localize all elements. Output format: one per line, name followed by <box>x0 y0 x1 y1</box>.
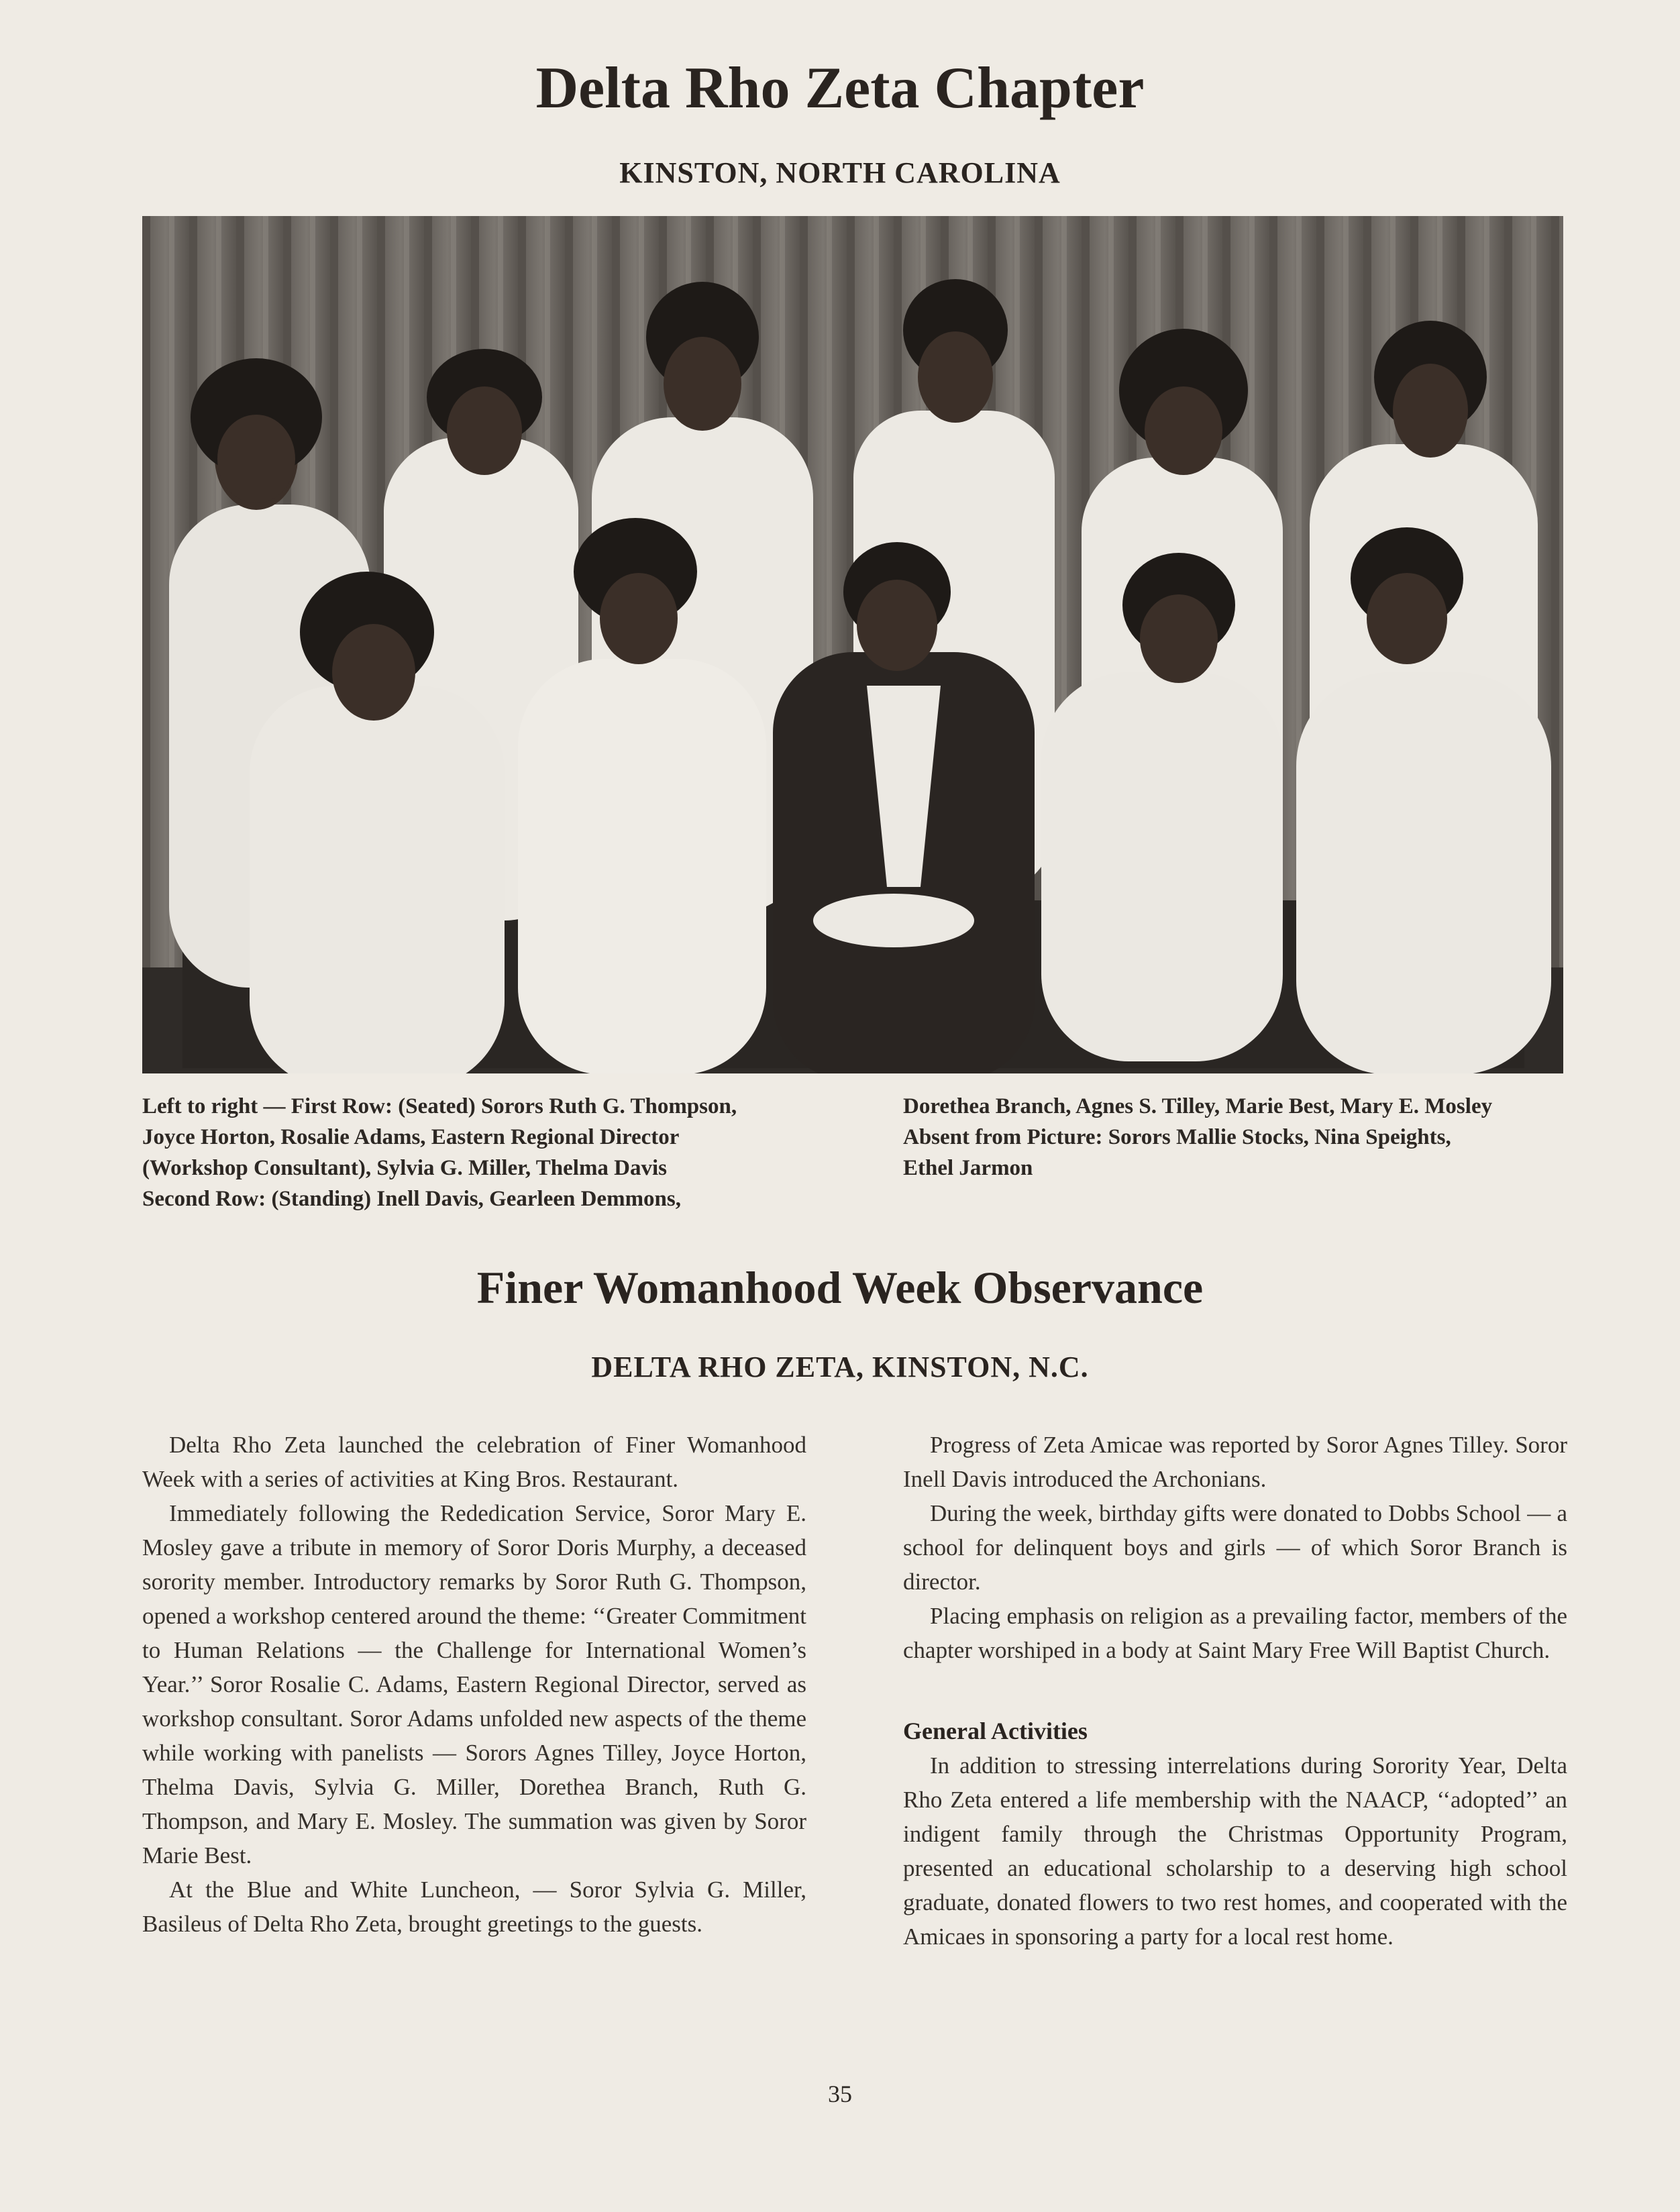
caption-line: Joyce Horton, Rosalie Adams, Eastern Regional Director <box>142 1125 680 1149</box>
caption-line: Dorethea Branch, Agnes S. Tilley, Marie Best, Mary E. Mosley <box>903 1094 1493 1118</box>
article-paragraph: Immediately following the Rededication Service, Soror Mary E. Mosley gave a tribute in memory of Soror Doris Murphy, a deceased sorority member. Introductory remarks by Soror Ruth G. Thompson, opened a workshop centered around the theme: ‘‘Greater Commitment to Human Relations — the Challenge for International Women’s Year.’’ Soror Rosalie C. Adams, Eastern Regional Director, served as workshop consultant. Soror Adams unfolded new aspects of the theme while working with panelists — Sorors Agnes Tilley, Joyce Horton, Thelma Davis, Sylvia G. Miller, Dorethea Branch, Ruth G. Thompson, and Mary E. Mosley. The summation was given by Soror Marie Best. <box>142 1500 806 1868</box>
article-column-left <box>142 1428 806 1941</box>
caption-line: Absent from Picture: Sorors Mallie Stocks, Nina Speights, <box>903 1125 1451 1149</box>
caption-line: Ethel Jarmon <box>903 1156 1033 1180</box>
page-subtitle: KINSTON, NORTH CAROLINA <box>619 156 1061 189</box>
article-column-right <box>903 1428 1567 1954</box>
page-title: Delta Rho Zeta Chapter <box>535 56 1145 121</box>
group-photo-illustration <box>142 216 1563 1073</box>
caption-line: Second Row: (Standing) Inell Davis, Gearleen Demmons, <box>142 1187 682 1211</box>
article-paragraph: In addition to stressing interrelations during Sorority Year, Delta Rho Zeta entered a life membership with the NAACP, ‘‘adopted’’ an indigent family through the Christmas Opportunity Program, presented an educational scholarship to a deserving high school graduate, donated flowers to two rest homes, and cooperated with the Amicaes in sponsoring a party for a local rest home. <box>903 1752 1567 1950</box>
article-paragraph: At the Blue and White Luncheon, — Soror Sylvia G. Miller, Basileus of Delta Rho Zeta, brought greetings to the guests. <box>142 1877 806 1937</box>
general-activities-heading: General Activities <box>903 1718 1088 1744</box>
article-paragraph: Placing emphasis on religion as a prevailing factor, members of the chapter worshiped in a body at Saint Mary Free Will Baptist Church. <box>903 1603 1567 1663</box>
article-paragraph: During the week, birthday gifts were donated to Dobbs School — a school for delinquent boys and girls — of which Soror Branch is director. <box>903 1500 1567 1595</box>
caption-line: (Workshop Consultant), Sylvia G. Miller, Thelma Davis <box>142 1156 668 1180</box>
photo-caption-right <box>903 1091 1567 1183</box>
article-subtitle: DELTA RHO ZETA, KINSTON, N.C. <box>591 1351 1089 1383</box>
caption-line: Left to right — First Row: (Seated) Sorors Ruth G. Thompson, <box>142 1094 737 1118</box>
article-paragraph: Progress of Zeta Amicae was reported by Soror Agnes Tilley. Soror Inell Davis introduced the Archonians. <box>903 1432 1567 1492</box>
article-title: Finer Womanhood Week Observance <box>476 1262 1204 1313</box>
photo-caption-left <box>142 1091 806 1214</box>
article-paragraph: Delta Rho Zeta launched the celebration of Finer Womanhood Week with a series of activities at King Bros. Restaurant. <box>142 1432 806 1492</box>
group-photo <box>142 216 1563 1073</box>
page-number: 35 <box>828 2081 852 2107</box>
